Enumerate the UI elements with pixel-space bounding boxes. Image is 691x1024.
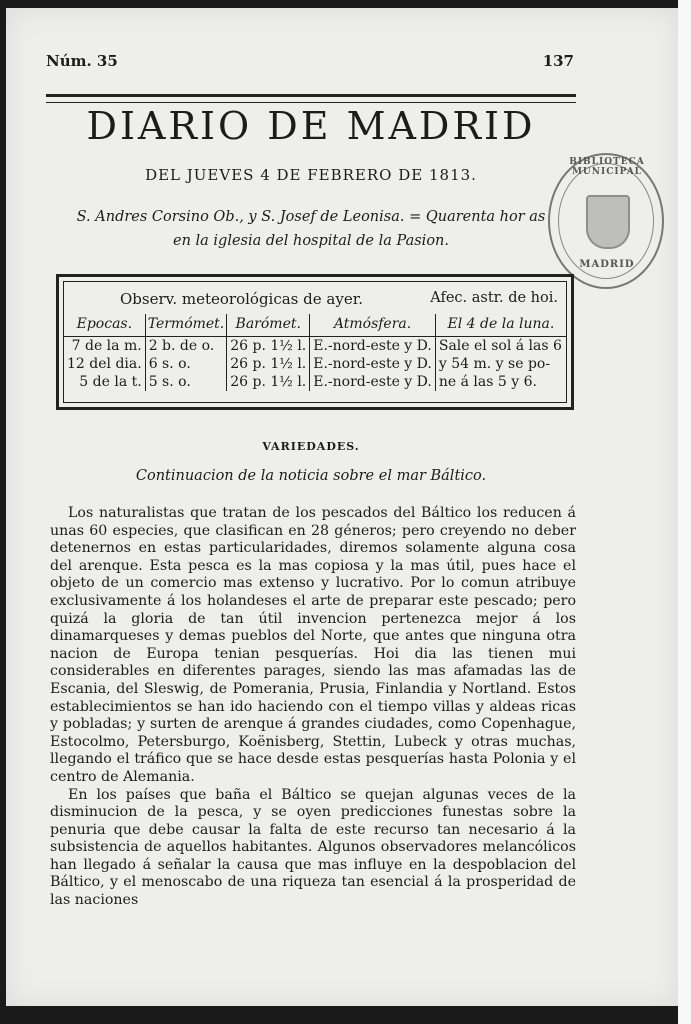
cell-barometro: 26 p. 1½ l.: [227, 355, 310, 373]
col-barometro: Barómet.: [227, 314, 310, 337]
cell-luna: y 54 m. y se po-: [435, 355, 566, 373]
page-edge: [678, 0, 691, 1024]
saints-line-2: en la iglesia del hospital de la Pasion.: [172, 233, 450, 249]
masthead-title: DIARIO DE MADRID: [86, 104, 536, 148]
stamp-top-text: BIBLIOTECA MUNICIPAL: [569, 157, 645, 177]
table-row: [64, 373, 566, 391]
paragraph: En los países que baña el Báltico se quejan algunas veces de la disminucion de la pesca, y se oyen predicciones funestas sobre la penuria que debe causar la falta de este recurso tan necesario á la subsistencia de aquellos habitantes. Algunos observadores melancólicos han llegado á señalar la causa que mas influye en la despoblacion del Báltico, y el menoscabo de una riqueza tan esencial á la prosperidad de las naciones: [50, 786, 576, 909]
article-subheading: Continuacion de la noticia sobre el mar Báltico.: [135, 468, 487, 484]
dateline: DEL JUEVES 4 DE FEBRERO DE 1813.: [145, 166, 477, 184]
weather-box: [56, 274, 574, 410]
cell-termometro: 6 s. o.: [145, 355, 227, 373]
cell-termometro: 2 b. de o.: [145, 337, 227, 356]
cell-barometro: 26 p. 1½ l.: [227, 337, 310, 356]
article-body: [50, 505, 576, 910]
coat-of-arms-icon: [586, 195, 630, 249]
cell-luna: Sale el sol á las 6: [435, 337, 566, 356]
cell-epoca: 5 de la t.: [79, 374, 142, 390]
col-termometro: Termómet.: [145, 314, 227, 337]
astro-title: Afec. astr. de hoi.: [430, 290, 558, 306]
saints-line-1: S. Andres Corsino Ob., y S. Josef de Leonisa. = Quarenta hor as: [76, 209, 546, 225]
cell-epoca: 7 de la m.: [71, 338, 142, 354]
table-row: [64, 337, 566, 356]
paragraph: Los naturalistas que tratan de los pescados del Báltico los reducen á unas 60 especies, que clasifican en 28 géneros; pero creyendo no deber detenernos en estas particularidades, diremos solamente alguna cosa del arenque. Esta pesca es la mas copiosa y la mas útil, pues hace el objeto de un comercio mas extenso y lucrativo. Por lo comun atribuye exclusivamente á los holandeses el arte de preparar este pescado; pero quizá la gloria de tan útil invencion pertenezca mejor á los dinamarqueses y demas pueblos del Norte, que antes que ninguna otra nacion de Europa tenian pesquerías. Hoi dia las tienen mui considerables en diferentes parages, siendo las mas afamadas las de Escania, del Sleswig, de Pomerania, Prusia, Finlandia y Nortland. Estos establecimientos se han ido haciendo con el tiempo villas y aldeas ricas y pobladas; y surten de arenque á grandes ciudades, como Copenhague, Estocolmo, Petersburgo, Koënisberg, Stettin, Lubeck y otras muchas, llegando el tráfico que se hace desde estas pesquerías hasta Polonia y el centro de Alemania.: [50, 505, 576, 785]
cell-epoca: 12 del dia.: [67, 356, 142, 372]
table-row: [64, 355, 566, 373]
col-luna: El 4 de la luna.: [435, 314, 566, 337]
saints-of-day: [46, 205, 576, 253]
cell-atmosfera: E.-nord-este y D.: [310, 355, 436, 373]
cell-atmosfera: E.-nord-este y D.: [310, 337, 436, 356]
page-number: 137: [542, 52, 574, 70]
cell-barometro: 26 p. 1½ l.: [227, 373, 310, 391]
library-stamp: [548, 153, 664, 289]
issue-number: Núm. 35: [46, 52, 118, 70]
section-heading: VARIEDADES.: [262, 440, 360, 453]
weather-table: [64, 314, 566, 391]
weather-box-inner: [63, 281, 567, 403]
newspaper-page: [6, 8, 678, 1006]
cell-atmosfera: E.-nord-este y D.: [310, 373, 436, 391]
stamp-bottom-text: MADRID: [579, 259, 635, 270]
cell-termometro: 5 s. o.: [145, 373, 227, 391]
col-atmosfera: Atmósfera.: [310, 314, 436, 337]
col-epocas: Epocas.: [64, 314, 145, 337]
header-rule: [46, 94, 576, 103]
weather-title: Observ. meteorológicas de ayer.: [120, 290, 363, 308]
cell-luna: ne á las 5 y 6.: [435, 373, 566, 391]
